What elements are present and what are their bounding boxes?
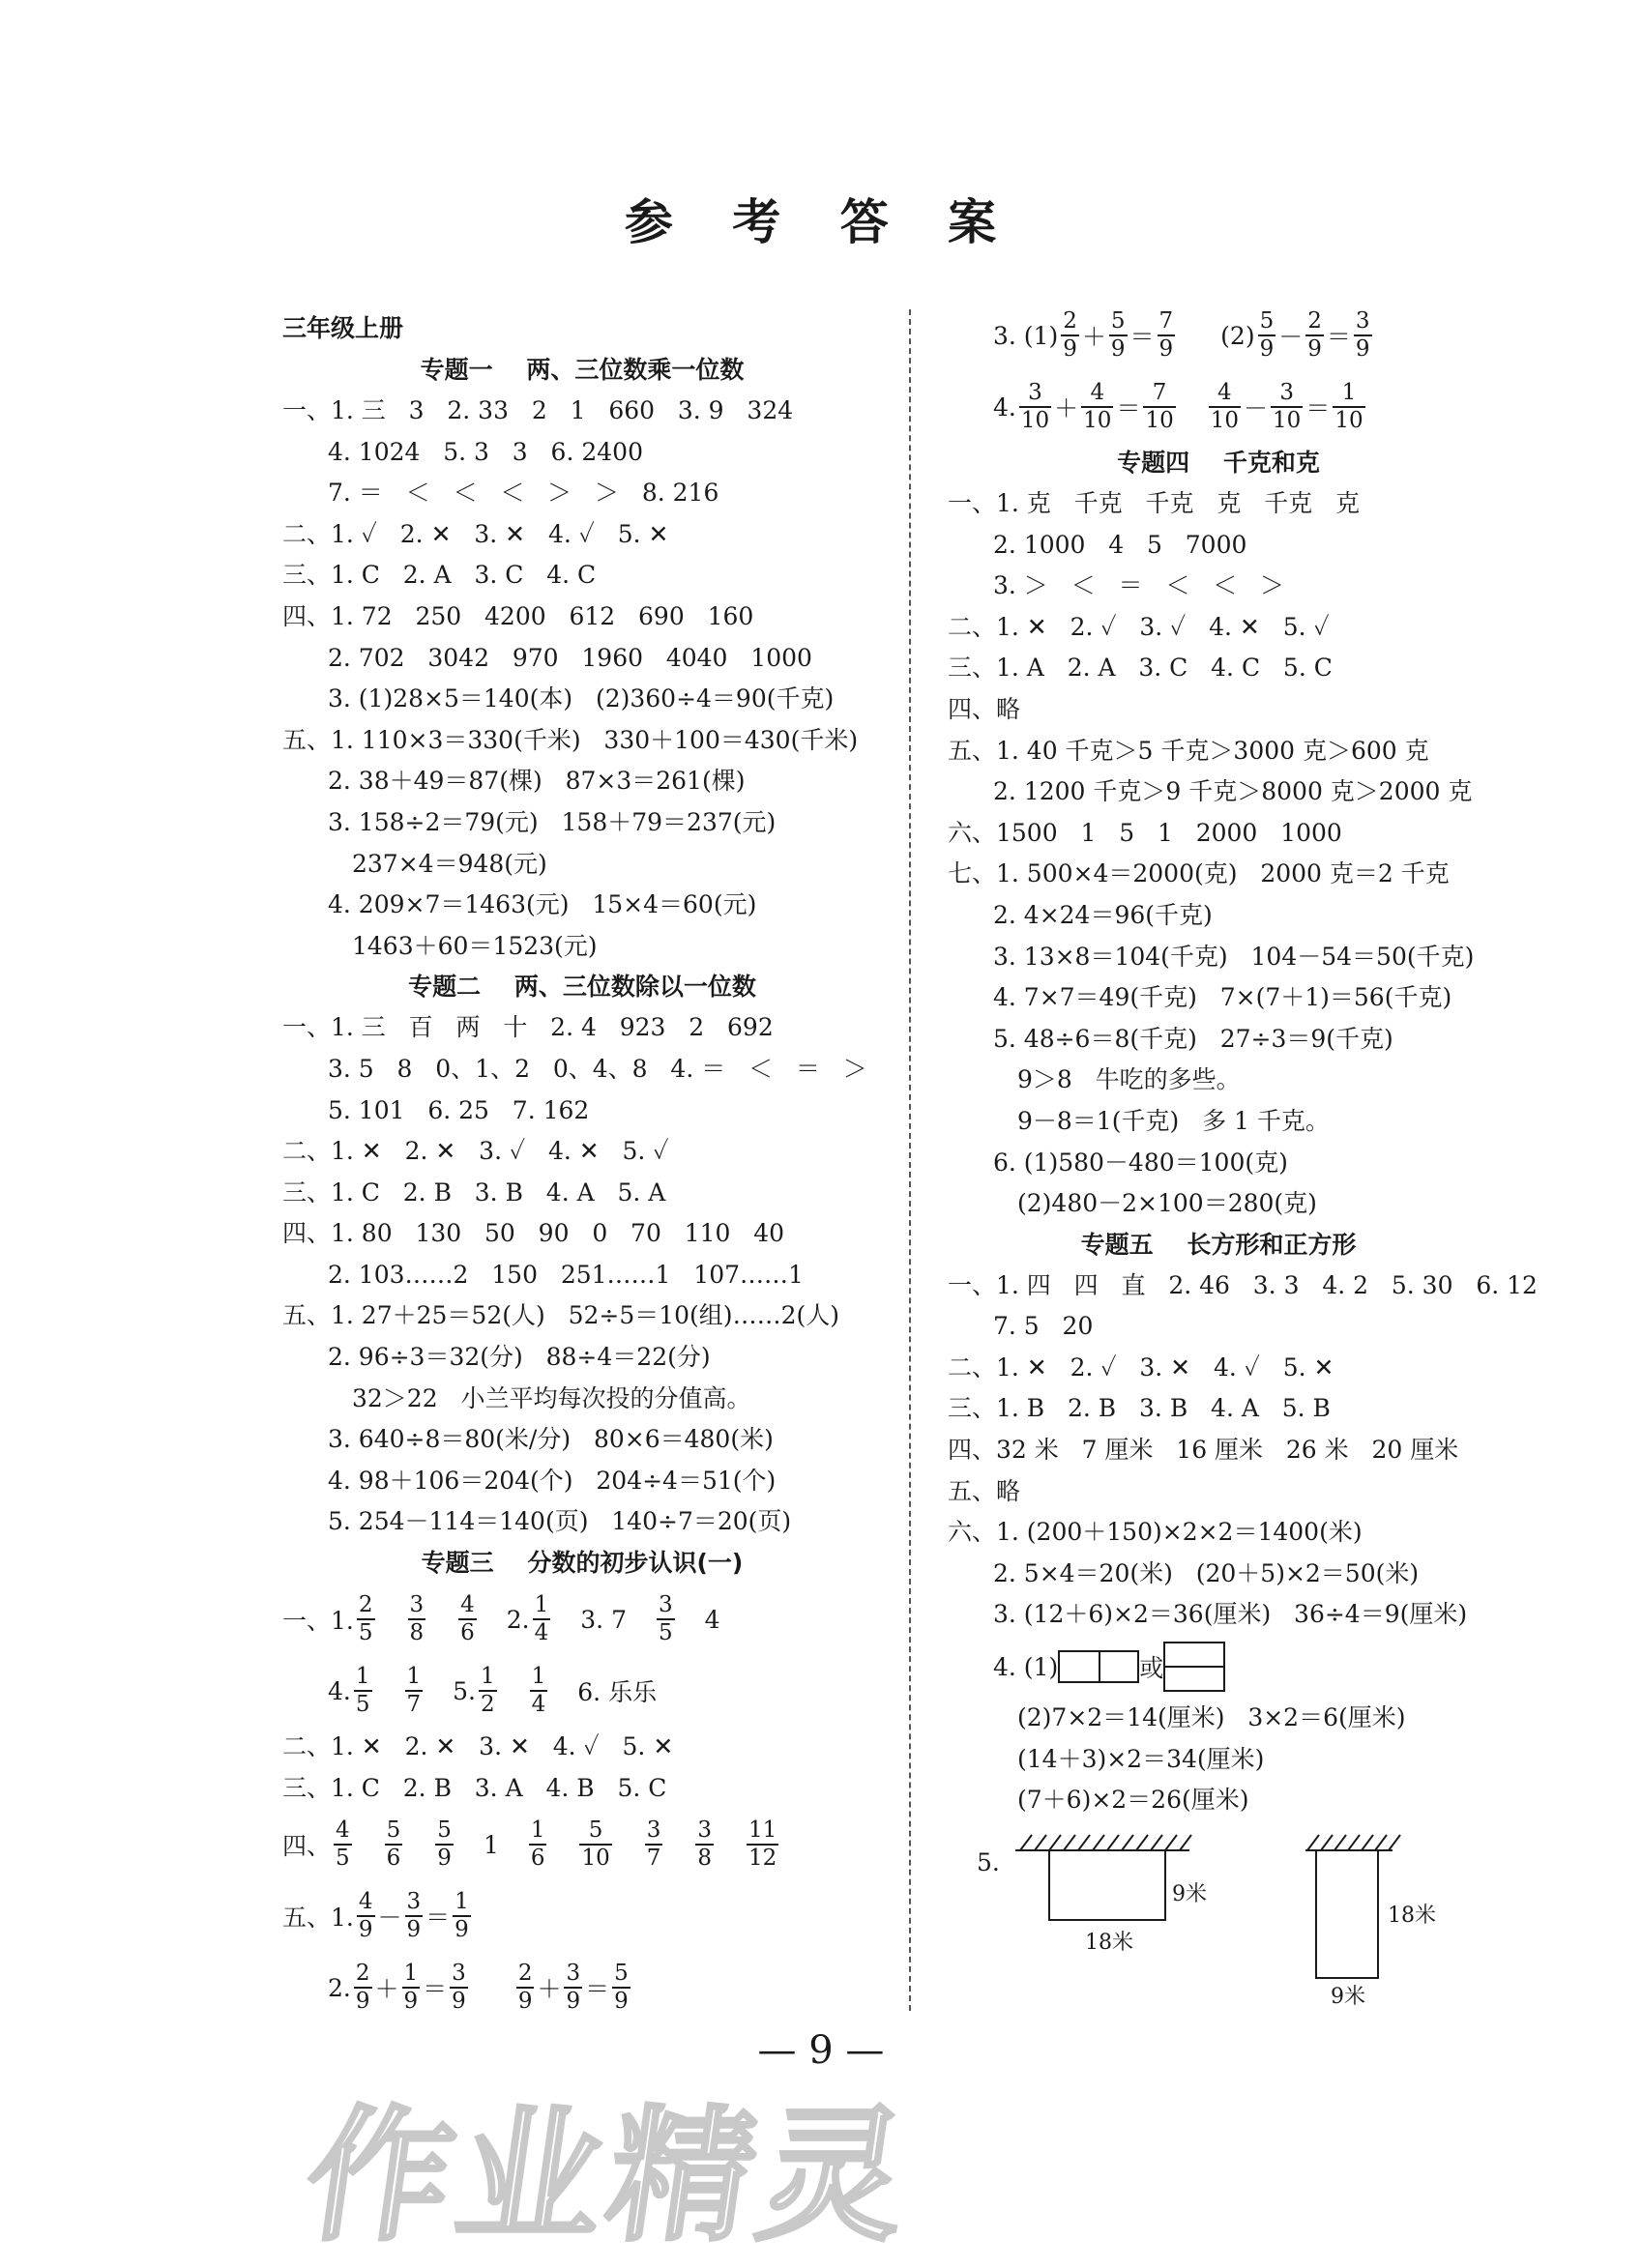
- numerator: 3: [659, 1592, 673, 1618]
- fraction: [458, 1592, 477, 1646]
- answer-line: 一、1. 三 3 2. 33 2 1 660 3. 9 324: [282, 396, 794, 424]
- answer-line: 2. 702 3042 970 1960 4040 1000: [328, 643, 812, 672]
- minus-sign: －: [377, 1904, 402, 1933]
- answer-label: 4. (1): [993, 1652, 1059, 1681]
- watermark-logo: 作业精灵: [295, 2093, 924, 2261]
- answer-line: 3. 640÷8＝80(米/分) 80×6＝480(米): [328, 1425, 774, 1454]
- fraction: [385, 1817, 403, 1872]
- grade-heading: 三年级上册: [282, 314, 404, 342]
- fraction: [747, 1817, 778, 1872]
- fraction: [1271, 380, 1303, 434]
- numerator: 3: [406, 1889, 422, 1915]
- denominator: 9: [403, 1989, 419, 2015]
- denominator: 5: [355, 1692, 370, 1718]
- numerator: 5: [1110, 308, 1126, 334]
- numerator: 2: [517, 1961, 533, 1987]
- denominator: 4: [531, 1692, 546, 1718]
- answer-line: 3. (12＋6)×2＝36(厘米) 36÷4＝9(厘米): [993, 1600, 1468, 1629]
- answer-line: 二、1. ✕ 2. ✓ 3. ✕ 4. ✓ 5. ✕: [948, 1352, 1334, 1381]
- answer-value: 1: [483, 1830, 499, 1859]
- fraction: [530, 1664, 548, 1718]
- answer-label: (2): [1220, 321, 1255, 350]
- numerator: 3: [1028, 380, 1042, 405]
- equals-sign: ＝: [1326, 323, 1351, 351]
- answer-label: 一、1.: [282, 1607, 354, 1636]
- numerator: 2: [358, 1592, 373, 1618]
- answer-line: 4. 209×7＝1463(元) 15×4＝60(元): [328, 890, 757, 919]
- numerator: 5: [614, 1961, 629, 1987]
- answer-line: 二、1. ✓ 2. ✕ 3. ✕ 4. ✓ 5. ✕: [282, 519, 669, 548]
- denominator: 10: [1210, 408, 1240, 433]
- column-divider: [909, 309, 911, 2011]
- denominator: 7: [406, 1692, 422, 1718]
- dimension-label: 18米: [1085, 1930, 1133, 1955]
- answer-line: 二、1. ✕ 2. ✕ 3. ✕ 4. ✓ 5. ✕: [282, 1732, 674, 1761]
- denominator: 5: [659, 1620, 673, 1646]
- answer-line: 5. 254－114＝140(页) 140÷7＝20(页): [328, 1507, 792, 1536]
- answer-line: 6. (1)580－480＝100(克): [993, 1148, 1288, 1177]
- answer-line: 3. (1)28×5＝140(本) (2)360÷4＝90(千克): [328, 684, 835, 713]
- denominator: 8: [697, 1846, 713, 1872]
- answer-line: 五、略: [948, 1476, 1021, 1505]
- page-title: 参 考 答 案: [624, 194, 1018, 250]
- denominator: 9: [1158, 336, 1174, 362]
- answer-value: 4: [704, 1605, 720, 1634]
- denominator: 9: [1110, 336, 1126, 362]
- denominator: 9: [566, 1989, 581, 2015]
- numerator: 3: [566, 1961, 581, 1987]
- numerator: 1: [403, 1961, 419, 1987]
- numerator: 1: [406, 1664, 422, 1690]
- fraction-line: [948, 300, 1489, 371]
- fraction: [450, 1961, 468, 2015]
- numerator: 5: [588, 1817, 603, 1844]
- wall-diagram-area: [948, 1821, 1489, 2009]
- fraction: [453, 1889, 471, 1943]
- answer-line: 2. 1000 4 5 7000: [993, 530, 1247, 559]
- answer-label: 4.: [328, 1676, 351, 1705]
- wall-diagram-2: [1305, 1835, 1400, 1978]
- answer-line: (2)480－2×100＝280(克): [1017, 1189, 1317, 1218]
- square-diagram: [1163, 1642, 1225, 1692]
- answer-line: (7＋6)×2＝26(厘米): [1017, 1786, 1249, 1815]
- answer-line: 一、1. 克 千克 千克 克 千克 克: [948, 489, 1361, 517]
- fraction: [334, 1817, 352, 1872]
- fraction: [435, 1817, 454, 1872]
- fraction: [612, 1961, 630, 2015]
- answer-label: 3. 7: [580, 1605, 627, 1634]
- topic4-title: 专题四 千克和克: [1117, 449, 1320, 477]
- numerator: 1: [454, 1889, 469, 1915]
- answer-line: 3. 5 8 0、1、2 0、4、8 4. ＝ ＜ ＝ ＞: [328, 1054, 867, 1083]
- wall-diagram-1: [1015, 1835, 1191, 1920]
- answer-line: 4. 7×7＝49(千克) 7×(7＋1)＝56(千克): [993, 983, 1452, 1012]
- plus-sign: ＋: [1054, 394, 1079, 422]
- answer-label: 2.: [506, 1605, 530, 1634]
- denominator: 9: [437, 1846, 452, 1872]
- numerator: 2: [355, 1961, 370, 1987]
- answer-line: 3. 13×8＝104(千克) 104－54＝50(千克): [993, 942, 1475, 971]
- answer-label: 3. (1): [993, 321, 1059, 350]
- answer-line: 一、1. 三 百 两 十 2. 4 923 2 692: [282, 1013, 774, 1042]
- answer-label: 5.: [977, 1847, 1000, 1876]
- left-column: [282, 307, 882, 2023]
- dimension-label: 9米: [1172, 1881, 1207, 1906]
- numerator: 3: [1279, 380, 1294, 405]
- answer-line: 4. 1024 5. 3 3 6. 2400: [328, 437, 643, 466]
- fraction-line: [948, 371, 1489, 443]
- fraction: [1019, 380, 1051, 434]
- answer-line: 2. 38＋49＝87(棵) 87×3＝261(棵): [328, 767, 746, 796]
- equals-sign: ＝: [1129, 323, 1155, 351]
- fraction: [405, 1889, 424, 1943]
- answer-line: 四、32 米 7 厘米 16 厘米 26 米 20 厘米: [948, 1436, 1459, 1465]
- numerator: 4: [460, 1592, 475, 1618]
- answer-line: 2. 96÷3＝32(分) 88÷4＝22(分): [328, 1343, 711, 1372]
- answer-line: 5. 48÷6＝8(千克) 27÷3＝9(千克): [993, 1024, 1393, 1053]
- denominator: 10: [1273, 408, 1302, 433]
- numerator: 1: [530, 1817, 545, 1844]
- numerator: 2: [1307, 308, 1322, 334]
- diagram-line: [948, 1636, 1489, 1698]
- answer-line: 五、1. 27＋25＝52(人) 52÷5＝10(组)……2(人): [282, 1301, 839, 1330]
- equals-sign: ＝: [1305, 394, 1331, 422]
- numerator: 4: [1090, 380, 1105, 405]
- answer-label: 2.: [328, 1973, 351, 2002]
- denominator: 5: [336, 1846, 350, 1872]
- denominator: 9: [454, 1917, 469, 1943]
- denominator: 9: [614, 1989, 629, 2015]
- answer-line: 32＞22 小兰平均每次投的分值高。: [352, 1383, 751, 1412]
- answer-line: 二、1. ✕ 2. ✕ 3. ✓ 4. ✕ 5. ✓: [282, 1137, 669, 1166]
- denominator: 12: [748, 1846, 777, 1872]
- denominator: 10: [1083, 408, 1112, 433]
- answer-line: 三、1. B 2. B 3. B 4. A 5. B: [948, 1394, 1331, 1423]
- denominator: 9: [517, 1989, 533, 2015]
- denominator: 9: [406, 1917, 422, 1943]
- fraction: [516, 1961, 535, 2015]
- numerator: 1: [531, 1664, 546, 1690]
- numerator: 7: [1158, 308, 1174, 334]
- numerator: 3: [409, 1592, 425, 1618]
- answer-line: 三、1. A 2. A 3. C 4. C 5. C: [948, 654, 1333, 683]
- numerator: 3: [646, 1817, 661, 1844]
- fraction: [645, 1817, 663, 1872]
- denominator: 6: [386, 1846, 401, 1872]
- topic2-title: 专题二 两、三位数除以一位数: [408, 973, 756, 1002]
- denominator: 9: [1355, 336, 1370, 362]
- numerator: 11: [748, 1817, 777, 1844]
- answer-line: 9－8＝1(千克) 多 1 千克。: [1017, 1106, 1330, 1135]
- denominator: 9: [355, 1989, 370, 2015]
- numerator: 7: [1152, 380, 1167, 405]
- fraction: [1061, 308, 1079, 363]
- fraction: [1143, 380, 1175, 434]
- plus-sign: ＋: [1081, 323, 1106, 351]
- answer-line: 2. 103……2 150 251……1 107……1: [328, 1260, 804, 1289]
- fraction: [1354, 308, 1372, 363]
- denominator: 9: [452, 1989, 466, 2015]
- fraction-line: [282, 1952, 882, 2023]
- numerator: 1: [355, 1664, 370, 1690]
- answer-line: 五、1. 40 千克＞5 千克＞3000 克＞600 克: [948, 736, 1429, 765]
- topic5-title: 专题五 长方形和正方形: [1080, 1230, 1357, 1259]
- answer-line: 四、1. 72 250 4200 612 690 160: [282, 601, 754, 630]
- denominator: 2: [481, 1692, 495, 1718]
- denominator: 10: [1020, 408, 1050, 433]
- denominator: 9: [1259, 336, 1275, 362]
- answer-line: 237×4＝948(元): [352, 849, 547, 878]
- fraction: [402, 1961, 421, 2015]
- fraction: [1158, 308, 1176, 363]
- numerator: 2: [1063, 308, 1077, 334]
- answer-label: 6. 乐乐: [577, 1678, 658, 1707]
- equals-sign: ＝: [425, 1904, 451, 1933]
- answer-line: 六、1. (200＋150)×2×2＝1400(米): [948, 1518, 1363, 1547]
- answer-line: 四、略: [948, 694, 1021, 723]
- fraction-line: [282, 1655, 882, 1727]
- numerator: 1: [534, 1592, 549, 1618]
- numerator: 1: [1341, 380, 1357, 405]
- fraction: [1209, 380, 1241, 434]
- equals-sign: ＝: [1116, 394, 1141, 422]
- denominator: 6: [460, 1620, 475, 1646]
- denominator: 4: [534, 1620, 549, 1646]
- denominator: 6: [530, 1846, 545, 1872]
- topic1-title: 专题一 两、三位数乘一位数: [420, 356, 745, 384]
- fraction: [354, 1961, 372, 2015]
- denominator: 5: [358, 1620, 373, 1646]
- answer-line: 1463＋60＝1523(元): [352, 931, 598, 960]
- fraction: [564, 1961, 582, 2015]
- answer-line: 一、1. 四 四 直 2. 46 3. 3 4. 2 5. 30 6. 12: [948, 1270, 1538, 1299]
- plus-sign: ＋: [537, 1975, 562, 2004]
- answer-line: 四、1. 80 130 50 90 0 70 110 40: [282, 1219, 785, 1248]
- answer-line: 五、1. 110×3＝330(千米) 330＋100＝430(千米): [282, 725, 859, 754]
- fraction: [408, 1592, 426, 1646]
- plus-sign: ＋: [374, 1975, 399, 2004]
- answer-line: 5. 101 6. 25 7. 162: [328, 1095, 590, 1124]
- fraction: [479, 1664, 497, 1718]
- answer-line: 3. ＞ ＜ ＝ ＜ ＜ ＞: [993, 571, 1285, 600]
- numerator: 4: [336, 1817, 350, 1844]
- answer-line: 二、1. ✕ 2. ✓ 3. ✓ 4. ✕ 5. ✓: [948, 612, 1330, 641]
- answer-line: 7. 5 20: [993, 1312, 1094, 1341]
- numerator: 4: [1217, 380, 1232, 405]
- fraction: [1081, 380, 1113, 434]
- denominator: 9: [358, 1917, 373, 1943]
- denominator: 10: [1334, 408, 1363, 433]
- denominator: 10: [581, 1846, 610, 1872]
- answer-line: 2. 1200 千克＞9 千克＞8000 克＞2000 克: [993, 777, 1473, 806]
- fraction: [695, 1817, 714, 1872]
- answer-line: 三、1. C 2. B 3. A 4. B 5. C: [282, 1773, 667, 1802]
- minus-sign: －: [1244, 394, 1269, 422]
- wall-diagrams: [948, 1821, 1451, 2005]
- equals-sign: ＝: [423, 1975, 448, 2004]
- numerator: 5: [437, 1817, 452, 1844]
- answer-line: 三、1. C 2. B 3. B 4. A 5. A: [282, 1178, 666, 1207]
- answer-label: 4.: [993, 393, 1016, 422]
- numerator: 3: [452, 1961, 466, 1987]
- answer-label: 五、1.: [282, 1904, 354, 1933]
- fraction: [1333, 380, 1364, 434]
- answer-line: 9＞8 牛吃的多些。: [1017, 1065, 1241, 1094]
- fraction: [357, 1592, 375, 1646]
- answer-line: (2)7×2＝14(厘米) 3×2＝6(厘米): [1017, 1703, 1406, 1732]
- answer-line: 2. 4×24＝96(千克): [993, 900, 1213, 929]
- fraction-line: [282, 1880, 882, 1952]
- page-number: — 9 —: [757, 2028, 885, 2073]
- numerator: 5: [386, 1817, 401, 1844]
- answer-line: 2. 5×4＝20(米) (20＋5)×2＝50(米): [993, 1558, 1420, 1587]
- denominator: 8: [409, 1620, 425, 1646]
- answer-line: 7. ＝ ＜ ＜ ＜ ＞ ＞ 8. 216: [328, 479, 719, 508]
- fraction: [1109, 308, 1128, 363]
- rectangle-diagram: [1058, 1650, 1139, 1683]
- answer-line: 三、1. C 2. A 3. C 4. C: [282, 561, 597, 590]
- right-column: [948, 300, 1538, 2009]
- numerator: 3: [697, 1817, 713, 1844]
- denominator: 9: [1063, 336, 1077, 362]
- numerator: 3: [1355, 308, 1370, 334]
- fraction: [1305, 308, 1324, 363]
- answer-line: 六、1500 1 5 1 2000 1000: [948, 818, 1342, 847]
- answer-line: 4. 98＋106＝204(个) 204÷4＝51(个): [328, 1466, 777, 1495]
- fraction: [533, 1592, 551, 1646]
- numerator: 5: [1259, 308, 1275, 334]
- answer-line: (14＋3)×2＝34(厘米): [1017, 1744, 1265, 1773]
- minus-sign: －: [1278, 323, 1304, 351]
- numerator: 1: [481, 1664, 495, 1690]
- answer-label: 5.: [453, 1676, 476, 1705]
- fraction: [529, 1817, 547, 1872]
- fraction: [657, 1592, 675, 1646]
- numerator: 4: [358, 1889, 373, 1915]
- answer-line: 3. 158÷2＝79(元) 158＋79＝237(元): [328, 807, 777, 836]
- or-label: 或: [1139, 1654, 1164, 1683]
- equals-sign: ＝: [585, 1975, 610, 2004]
- denominator: 7: [646, 1846, 661, 1872]
- dimension-label: 18米: [1388, 1903, 1436, 1928]
- denominator: 10: [1145, 408, 1174, 433]
- fraction: [1258, 308, 1276, 363]
- fraction: [405, 1664, 424, 1718]
- fraction-line: [282, 1584, 882, 1655]
- answer-line: 七、1. 500×4＝2000(克) 2000 克＝2 千克: [948, 859, 1450, 888]
- fraction-line: [282, 1809, 882, 1880]
- topic3-title: 专题三 分数的初步认识(一): [421, 1549, 744, 1578]
- fraction: [579, 1817, 611, 1872]
- denominator: 9: [1307, 336, 1322, 362]
- dimension-label: 9米: [1331, 1984, 1365, 2009]
- fraction: [357, 1889, 375, 1943]
- answer-label: 四、: [282, 1832, 332, 1861]
- fraction: [354, 1664, 372, 1718]
